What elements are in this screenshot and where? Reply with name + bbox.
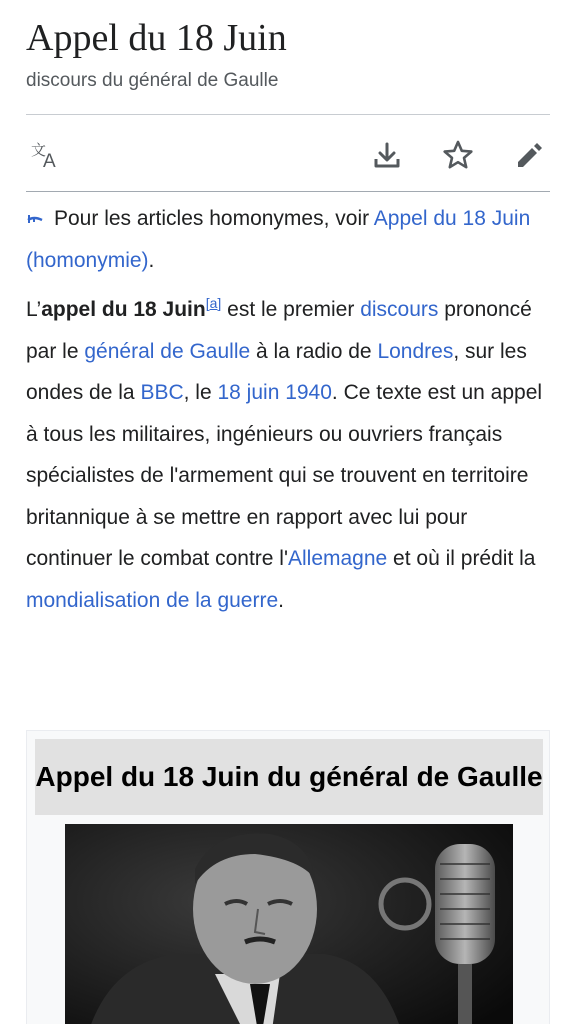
link-bbc[interactable]: BBC (140, 381, 184, 404)
page-title: Appel du 18 Juin (26, 17, 287, 59)
download-icon[interactable] (368, 136, 406, 174)
link-discours[interactable]: discours (360, 298, 439, 321)
intro-text: L’ (26, 298, 42, 321)
page-subtitle: discours du général de Gaulle (26, 70, 279, 91)
pencil-icon[interactable] (510, 136, 548, 174)
intro-text: prononcé par le (26, 298, 532, 363)
intro-bold-title: appel du 18 Juin (41, 298, 206, 321)
intro-paragraph (26, 289, 554, 621)
footnote-link[interactable]: [a] (205, 295, 222, 311)
svg-text:文: 文 (31, 141, 47, 159)
infobox (26, 730, 550, 1024)
link-londres[interactable]: Londres (377, 339, 454, 363)
translate-icon[interactable] (26, 136, 64, 174)
disambiguation-arrow-icon (26, 198, 54, 240)
link-allemagne[interactable]: Allemagne (287, 547, 388, 570)
intro-text: , le (183, 381, 218, 404)
svg-text:A: A (43, 151, 56, 172)
hatnote-text: Pour les articles homonymes, voir (54, 207, 374, 230)
intro-text: et où il prédit la (387, 547, 536, 570)
intro-text: est le premier (221, 298, 361, 321)
hatnote (26, 198, 550, 282)
intro-text: . Ce texte est un appel à tous les militaires, ingénieurs ou ouvriers français spécialistes de l'armement qui se trouvent en territoire britannique à se mettre en rapport avec lui pour continuer le combat contre l' (26, 381, 543, 570)
intro-text: à la radio de (250, 339, 378, 363)
hatnote-link[interactable]: Appel du 18 Juin (homonymie) (26, 207, 531, 273)
photo-de-gaulle-microphone[interactable] (65, 824, 513, 1024)
intro-text: , sur les ondes de la (26, 339, 527, 404)
infobox-title: Appel du 18 Juin du général de Gaulle (35, 739, 543, 815)
link-general-de-gaulle[interactable]: général de Gaulle (84, 339, 251, 363)
intro-text: . (278, 588, 284, 612)
link-18-juin-1940[interactable]: 18 juin 1940 (217, 381, 332, 404)
divider-bottom (26, 191, 550, 192)
link-mondialisation[interactable]: mondialisation de la guerre (26, 588, 279, 612)
divider-top (26, 114, 550, 115)
star-icon[interactable] (439, 136, 477, 174)
hatnote-end: . (148, 249, 155, 273)
